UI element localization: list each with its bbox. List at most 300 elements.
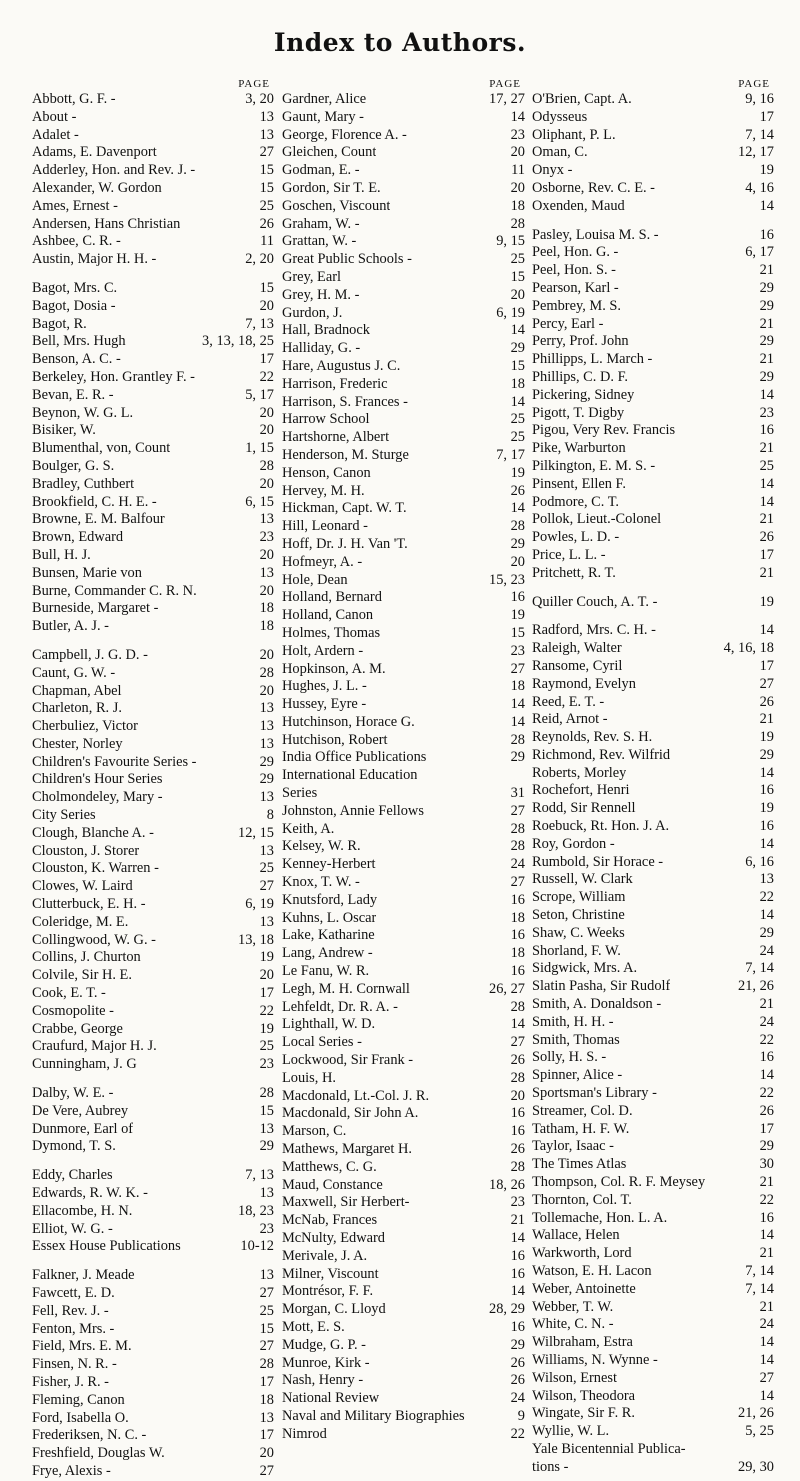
page-numbers: 22 [259,1002,274,1019]
index-entry [532,800,774,818]
page-numbers: 15 [259,1102,274,1119]
author-name: Kenney-Herbert [282,856,376,873]
page-numbers: 20 [259,646,274,663]
index-entry [32,565,274,583]
author-name: George, Florence A. - [282,126,407,143]
author-name: Legh, M. H. Cornwall [282,980,410,997]
author-name: Smith, A. Donaldson - [532,996,662,1013]
letter-group-gap [532,583,774,594]
page-numbers: 27 [510,874,525,891]
page-numbers: 16 [510,1265,525,1282]
page-numbers: 28 [259,457,274,474]
author-name: Montrésor, F. F. [282,1283,374,1300]
index-entry [282,1070,525,1088]
index-entry [32,251,274,269]
index-entry [532,244,774,262]
author-name: Pigott, T. Digby [532,404,625,421]
index-entry [532,782,774,800]
index-entry [282,999,525,1017]
page-numbers: 26, 27 [489,980,525,997]
index-entry [532,978,774,996]
index-entry [282,1301,525,1319]
index-entry [32,1221,274,1239]
page-numbers: 21 [759,351,774,368]
index-entry [532,109,774,127]
index-entry [532,818,774,836]
index-entry [32,860,274,878]
page-numbers: 14 [510,322,525,339]
page-numbers: 28 [510,838,525,855]
author-name: Rochefort, Henri [532,782,630,799]
page-numbers: 20 [259,475,274,492]
author-name: Phillipps, L. March - [532,351,653,368]
author-name: Wilson, Ernest [532,1369,617,1386]
author-name: Milner, Viscount [282,1265,379,1282]
author-name: Pilkington, E. M. S. - [532,457,656,474]
page-numbers: 9, 15 [496,233,525,250]
index-entry [32,1338,274,1356]
page-numbers: 28 [259,664,274,681]
author-name: Fisher, J. R. - [32,1373,109,1390]
page-numbers: 16 [759,1209,774,1226]
author-name: Tatham, H. F. W. [532,1120,630,1137]
author-name: Hutchison, Robert [282,731,388,748]
author-name: Quiller Couch, A. T. - [532,593,658,610]
page-numbers: 16 [759,818,774,835]
page-numbers: 23 [510,642,525,659]
author-name: Blumenthal, von, Count [32,440,171,457]
page-numbers: 26 [759,693,774,710]
index-entry [32,1203,274,1221]
author-name: Hill, Leonard - [282,518,368,535]
author-name: Pritchett, R. T. [532,564,616,581]
index-entry [32,1185,274,1203]
index-entry [32,1427,274,1445]
index-entry [282,678,525,696]
page-numbers: 18 [510,678,525,695]
page-numbers: 24 [510,1390,525,1407]
author-name: Lang, Andrew - [282,945,373,962]
author-name: Kuhns, L. Oscar [282,909,377,926]
author-name: Great Public Schools - [282,251,412,268]
page-numbers: 25 [510,251,525,268]
page-numbers: 20 [259,582,274,599]
page-numbers: 11 [511,162,525,179]
author-name: Fell, Rev. J. - [32,1302,109,1319]
page-numbers: 25 [259,1302,274,1319]
page-numbers: 4, 16 [745,179,774,196]
page-numbers: 28 [510,518,525,535]
index-entry [32,422,274,440]
index-entry [32,233,274,251]
author-name: Nash, Henry - [282,1372,364,1389]
author-name: Hervey, M. H. [282,482,365,499]
page-numbers: 22 [259,368,274,385]
index-entry [282,963,525,981]
index-entry [282,1177,525,1195]
index-entry [532,640,774,658]
index-entry [32,1445,274,1463]
index-entry [532,351,774,369]
author-name: Smith, H. H. - [532,1013,614,1030]
page-numbers: 24 [759,1013,774,1030]
index-entry [282,1283,525,1301]
author-name: Edwards, R. W. K. - [32,1185,148,1202]
author-name: Rodd, Sir Rennell [532,800,636,817]
page-numbers: 23 [510,126,525,143]
author-name: tions - [532,1458,569,1475]
author-name: Maud, Constance [282,1176,383,1193]
author-name: Onyx - [532,162,573,179]
author-name: Powles, L. D. - [532,529,620,546]
author-name: Perry, Prof. John [532,333,629,350]
author-name: Elliot, W. G. - [32,1220,113,1237]
index-entry [282,1105,525,1123]
index-entry [282,661,525,679]
author-name: Bagot, Dosia - [32,297,116,314]
author-name: Wallace, Helen [532,1227,620,1244]
author-name: Marson, C. [282,1123,347,1140]
author-name: Collingwood, W. G. - [32,931,156,948]
page-numbers: 22 [759,889,774,906]
page-numbers: 16 [759,226,774,243]
page-numbers: 21, 26 [738,1405,774,1422]
author-name: Podmore, C. T. [532,493,620,510]
author-name: Gordon, Sir T. E. [282,179,381,196]
author-name: Reed, E. T. - [532,693,605,710]
page-numbers: 26 [259,215,274,232]
author-name: Browne, E. M. Balfour [32,511,165,528]
author-name: Matthews, C. G. [282,1158,377,1175]
page-numbers: 14 [759,1387,774,1404]
page-numbers: 18 [510,197,525,214]
index-entry [282,1337,525,1355]
index-entry [532,996,774,1014]
page-numbers: 19 [259,949,274,966]
index-entry [532,1014,774,1032]
page-numbers: 13 [259,1267,274,1284]
page-numbers: 14 [510,696,525,713]
author-name: Cherbuliez, Victor [32,718,138,735]
index-entry [532,227,774,245]
author-name: Coleridge, M. E. [32,913,129,930]
author-name: Clouston, J. Storer [32,842,140,859]
author-name: Morgan, C. Lloyd [282,1301,386,1318]
author-name: Reynolds, Rev. S. H. [532,729,653,746]
index-entry [532,1032,774,1050]
author-name: Roberts, Morley [532,764,627,781]
page-numbers: 5, 25 [745,1423,774,1440]
page-numbers: 7, 14 [745,1263,774,1279]
page-numbers: 13, 18 [238,931,274,948]
author-name: Colvile, Sir H. E. [32,967,132,984]
author-name: India Office Publications [282,749,427,766]
author-name: White, C. N. - [532,1316,614,1333]
letter-group-gap [32,269,274,280]
author-name: Solly, H. S. - [532,1049,607,1066]
author-name: National Review [282,1390,380,1407]
page-numbers: 21 [759,1298,774,1315]
index-entry [32,665,274,683]
index-entry [32,1121,274,1139]
index-entry [532,91,774,109]
author-name: Naval and Military Biographies [282,1407,465,1424]
index-entry [532,1210,774,1228]
author-name: Pigou, Very Rev. Francis [532,422,676,439]
author-name: Wilbraham, Estra [532,1334,633,1351]
index-entry [282,732,525,750]
index-entry [32,1267,274,1285]
index-entry [282,322,525,340]
page-numbers: 6, 17 [745,244,774,261]
page-numbers: 20 [510,1087,525,1104]
author-name: Wilson, Theodora [532,1387,636,1404]
index-entry [532,387,774,405]
page-numbers: 16 [510,927,525,944]
index-entry [32,967,274,985]
page-numbers: 16 [510,589,525,606]
index-entry [532,494,774,512]
index-entry [532,1334,774,1352]
page-numbers: 14 [759,622,774,639]
index-entry [32,494,274,512]
author-name: Gaunt, Mary - [282,108,364,125]
index-entry [32,387,274,405]
index-entry [532,747,774,765]
author-name: Grey, Earl [282,268,341,285]
index-entry [532,1352,774,1370]
page-numbers: 24 [759,942,774,959]
index-entry [282,1123,525,1141]
index-entry [532,907,774,925]
author-name: Taylor, Isaac - [532,1138,614,1155]
index-entry [282,500,525,518]
author-name: Godman, E. - [282,162,360,179]
page-numbers: 9, 16 [745,91,774,107]
author-name: Price, L. L. - [532,546,606,563]
index-entry [532,298,774,316]
page-numbers: 7, 14 [745,126,774,143]
author-name: The Times Atlas [532,1156,627,1173]
index-entry [282,785,525,803]
page-numbers: 13 [259,842,274,859]
page-numbers: 10-12 [240,1238,274,1255]
author-name: Richmond, Rev. Wilfrid [532,746,671,763]
page-numbers: 15 [510,268,525,285]
author-name: Watson, E. H. Lacon [532,1263,652,1279]
page-numbers: 3, 13, 18, 25 [202,333,274,350]
index-entry [32,1167,274,1185]
page-numbers: 18 [259,600,274,617]
index-entry [282,1212,525,1230]
page-numbers: 13 [259,126,274,143]
author-name: Austin, Major H. H. - [32,251,157,268]
index-entry [532,871,774,889]
index-entry [532,676,774,694]
index-entry [32,618,274,636]
author-name: International Education [282,767,418,784]
author-name: Essex House Publications [32,1238,181,1255]
index-entry [282,465,525,483]
page-numbers: 11 [260,233,274,250]
author-name: Lake, Katharine [282,927,375,944]
index-entry [532,316,774,334]
page-numbers: 6, 19 [245,896,274,913]
index-entry [532,925,774,943]
author-name: Clowes, W. Laird [32,878,133,895]
index-entry [532,180,774,198]
page-numbers: 17 [259,1427,274,1444]
index-entry [532,127,774,145]
index-entry [532,889,774,907]
index-entry [32,1238,274,1256]
index-entry [282,1159,525,1177]
page-numbers: 27 [259,878,274,895]
author-name: Chapman, Abel [32,682,122,699]
page-numbers: 17 [759,108,774,125]
author-name: Falkner, J. Meade [32,1267,135,1284]
author-name: Adalet - [32,126,79,143]
author-name: Grattan, W. - [282,233,357,250]
page-numbers: 18 [510,375,525,392]
index-entry [282,927,525,945]
author-name: Ellacombe, H. N. [32,1202,133,1219]
author-name: Hofmeyr, A. - [282,553,363,570]
page-numbers: 17 [759,1120,774,1137]
page-numbers: 29 [259,771,274,788]
index-entry [532,1459,774,1477]
index-entry [32,298,274,316]
page-numbers: 30 [759,1156,774,1173]
author-name: Mathews, Margaret H. [282,1141,413,1158]
author-name: Clough, Blanche A. - [32,824,154,841]
index-entry [532,144,774,162]
author-name: Pollok, Lieut.-Colonel [532,511,662,528]
author-name: Cunningham, J. G [32,1056,137,1073]
page-numbers: 26 [510,1372,525,1389]
page-numbers: 14 [510,500,525,517]
author-name: Slatin Pasha, Sir Rudolf [532,978,671,995]
index-entry [32,1003,274,1021]
page-numbers: 23 [259,529,274,546]
page-numbers: 29 [510,340,525,357]
page-numbers: 21 [759,262,774,279]
page-numbers: 6, 16 [745,853,774,870]
author-name: Bradley, Cuthbert [32,475,135,492]
page-numbers: 16 [759,782,774,799]
index-entry [32,476,274,494]
author-name: O'Brien, Capt. A. [532,91,632,107]
index-entry [32,914,274,932]
index-entry [32,932,274,950]
page-numbers: 20 [259,1445,274,1462]
author-name: Craufurd, Major H. J. [32,1038,157,1055]
author-name: Lighthall, W. D. [282,1016,376,1033]
page-numbers: 31 [510,785,525,802]
index-entry [532,622,774,640]
index-entry [32,144,274,162]
author-name: Harrow School [282,411,370,428]
page-numbers: 14 [759,1334,774,1351]
page-numbers: 27 [759,1369,774,1386]
author-name: Hutchinson, Horace G. [282,713,415,730]
author-name: Children's Favourite Series - [32,753,197,770]
author-name: Dunmore, Earl of [32,1120,134,1137]
index-entry [282,981,525,999]
page-numbers: 14 [759,475,774,492]
letter-group-gap [532,216,774,227]
author-name: Collins, J. Churton [32,949,141,966]
page-numbers: 28 [510,1158,525,1175]
index-entry [282,358,525,376]
page-numbers: 24 [759,1316,774,1333]
page-numbers: 29 [759,1138,774,1155]
index-entry [282,109,525,127]
author-name: Scrope, William [532,889,626,906]
letter-group-gap [32,1074,274,1085]
index-entry [282,838,525,856]
author-name: Munroe, Kirk - [282,1354,370,1371]
index-entry [32,333,274,351]
page-numbers: 16 [510,1247,525,1264]
page-numbers: 21 [759,996,774,1013]
index-entry [282,696,525,714]
index-entry [532,529,774,547]
page-numbers: 19 [759,800,774,817]
index-entry [32,1103,274,1121]
author-name: Holt, Ardern - [282,642,364,659]
index-entry [282,554,525,572]
index-entry [282,945,525,963]
index-entry [32,1321,274,1339]
index-column-1 [32,78,274,1481]
author-name: Brookfield, C. H. E. - [32,493,157,510]
index-entry [532,1138,774,1156]
page-numbers: 23 [259,1220,274,1237]
index-entry [282,572,525,590]
author-name: Oxenden, Maud [532,197,625,214]
index-entry [532,405,774,423]
author-name: Henson, Canon [282,464,371,481]
page-numbers: 14 [510,393,525,410]
page-numbers: 22 [759,1085,774,1102]
index-entry [282,643,525,661]
author-name: Cosmopolite - [32,1002,114,1019]
page-numbers: 13 [259,913,274,930]
page-numbers: 28, 29 [489,1301,525,1318]
author-name: Adderley, Hon. and Rev. J. - [32,162,196,179]
page-numbers: 20 [510,286,525,303]
author-name: Holland, Canon [282,607,374,624]
index-entry [532,1121,774,1139]
index-entry [32,1021,274,1039]
index-entry [32,127,274,145]
page-numbers: 12, 17 [738,144,774,161]
page-numbers: 29 [259,1138,274,1155]
index-entry [532,1049,774,1067]
author-name: Russell, W. Clark [532,871,633,888]
author-name: Oman, C. [532,144,588,161]
page-numbers: 22 [759,1191,774,1208]
page-numbers: 23 [259,1056,274,1073]
page-numbers: 29 [759,279,774,296]
author-name: Harrison, Frederic [282,375,388,392]
index-entry [532,262,774,280]
index-entry [532,1281,774,1299]
index-entry [282,1016,525,1034]
page-numbers: 19 [759,593,774,610]
author-name: Holland, Bernard [282,589,382,606]
